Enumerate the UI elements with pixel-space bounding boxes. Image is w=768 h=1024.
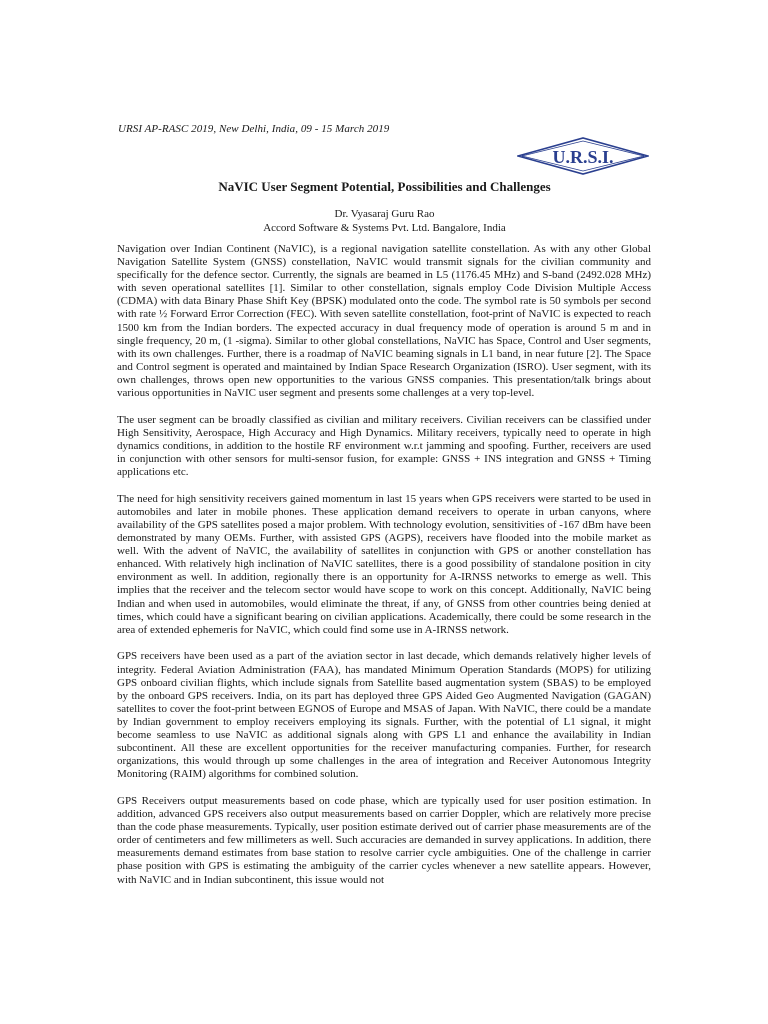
logo-text: U.R.S.I. (552, 147, 614, 167)
paragraph-high-sensitivity: The need for high sensitivity receivers gained momentum in last 15 years when GPS receivers were started to be used in automobiles and later in mobile phones. These application demand receivers to operate in urban canyons, where availability of the GPS satellites posed a major problem. With technology evolution, sensitivities of -167 dBm have been demonstrated by many OEMs. Further, with assisted GPS (AGPS), receivers have flooded into the mobile market as well. With the advent of NaVIC, the availability of satellites in conjunction with GPS or another constellation has enhanced. With relatively high inclination of NaVIC satellites, there is a good possibility of standalone position in city environment as well. In addition, regionally there is an opportunity for A-IRNSS networks to emerge as well. This implies that the receiver and the telecom sector would have scope to work on this concept. Additionally, NaVIC being Indian and when used in automobiles, would eliminate the threat, if any, of GNSS from other countries being denied at times, which could have a significant bearing on civilian applications. Academically, there could be some research in the area of extended ephemeris for NaVIC, which could find some use in A-IRNSS network. (117, 492, 651, 636)
paragraph-carrier-phase: GPS Receivers output measurements based on code phase, which are typically used for user position estimation. In addition, advanced GPS receivers also output measurements based on carrier Doppler, which are relatively more precise than the code phase measurements. Typically, user position estimate derived out of carrier phase measurements are of the order of centimeters and few millimeters as well. Such accuracies are demanded in survey applications. In addition, there measurements demand estimates from base station to resolve carrier cycle ambiguities. One of the challenge in carrier phase position with GPS is estimating the ambiguity of the carrier cycles whenever a new satellite appears. However, with NaVIC and in Indian subcontinent, this issue would not (117, 794, 651, 886)
abstract-body (117, 243, 651, 900)
paragraph-introduction: Navigation over Indian Continent (NaVIC), is a regional navigation satellite constellation. As with any other Global Navigation Satellite System (GNSS) constellation, NaVIC would transmit signals for the civilian community and specifically for the defence sector. Currently, the signals are beamed in L5 (1176.45 MHz) and S-band (2492.028 MHz) with seven operational satellites [1]. Similar to other constellation, signals employ Code Division Multiple Access (CDMA) with data Binary Phase Shift Key (BPSK) modulated onto the code. The symbol rate is 50 symbols per second with rate ½ Forward Error Correction (FEC). With seven satellite constellation, foot-print of NaVIC is expected to reach 1500 km from the Indian borders. The expected accuracy in dual frequency mode of operation is around 5 m and in single frequency, 20 m, (1 -sigma). Similar to other global constellations, NaVIC has Space, Control and User segments, with its own challenges. Further, there is a roadmap of NaVIC beaming signals in L1 band, in near future [2]. The Space and Control segment is operated and maintained by Indian Space Research Organization (ISRO). User segment, with its own challenges, throws open new opportunities to the various GNSS companies. This presentation/talk brings about various opportunities in NaVIC user segment and presents some challenges at a very top-level. (117, 243, 651, 400)
ursi-logo (517, 136, 649, 176)
conference-header: URSI AP-RASC 2019, New Delhi, India, 09 - 15 March 2019 (118, 123, 390, 135)
author-name: Dr. Vyasaraj Guru Rao (334, 208, 435, 220)
paper-title: NaVIC User Segment Potential, Possibilities and Challenges (218, 179, 551, 194)
paragraph-aviation: GPS receivers have been used as a part of the aviation sector in last decade, which demands relatively higher levels of integrity. Federal Aviation Administration (FAA), has mandated Minimum Operation Standards (MOPS) for utilizing GPS onboard civilian flights, which include signals from Satellite based augmentation system (SBAS) to be employed by the onboard GPS receivers. India, on its part has deployed three GPS Aided Geo Augmented Navigation (GAGAN) satellites to cover the foot-print between EGNOS of Europe and MSAS of Japan. With NaVIC, there could be a mandate by Indian government to employ receivers employing its signals. Further, with the potential of L1 signal, it might become seamless to use NaVIC as additional signals along with GPS L1 and enhance the availability in Indian subcontinent. All these are excellent opportunities for the receiver manufacturing companies. Further, for research organizations, this would through up some challenges in the area of integration and Receiver Autonomous Integrity Monitoring (RAIM) algorithms for combined solution. (117, 650, 651, 781)
author-affiliation: Accord Software & Systems Pvt. Ltd. Bangalore, India (263, 222, 506, 234)
paragraph-user-segment: The user segment can be broadly classified as civilian and military receivers. Civilian receivers can be classified under High Sensitivity, Aerospace, High Accuracy and High Dynamics. Military receivers, typically need to operate in high dynamics conditions, in addition to the hostile RF environment w.r.t jamming and spoofing. Further, receivers are used in conjunction with other sensors for multi-sensor fusion, for example: GNSS + INS integration and GNSS + Timing applications etc. (117, 413, 651, 479)
